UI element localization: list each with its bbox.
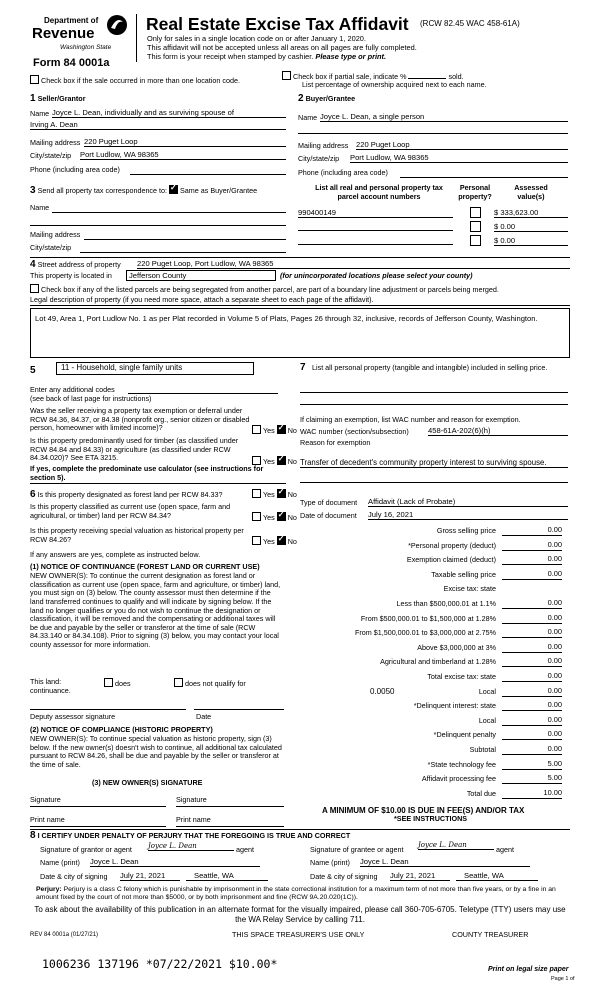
grantor-signature-field[interactable]: Joyce L. Dean: [148, 842, 234, 851]
grantor-date-field[interactable]: July 21, 2021: [120, 871, 180, 881]
dor-logo: [30, 12, 130, 56]
alternate-format-notice: To ask about the availability of this publication in an alternate format for the visually impaired, please call 360-705-6705. Teletype (TTY) users may use the WA Relay Service by calling 711.: [34, 905, 566, 924]
buyer-phone-field[interactable]: [400, 177, 568, 178]
calc-label: Less than $500,000.01 at 1.1%: [396, 599, 496, 608]
calc-label: Agricultural and timberland at 1.28%: [380, 657, 496, 666]
calc-label: Above $3,000,000 at 3%: [417, 643, 496, 652]
buyer-name-field[interactable]: Joyce L. Dean, a single person: [320, 112, 568, 122]
seller-phone-field[interactable]: [130, 174, 286, 175]
buyer-mailing-field[interactable]: 220 Puget Loop: [356, 140, 568, 150]
historic-yes-checkbox[interactable]: [252, 536, 261, 545]
section3-name-field[interactable]: [52, 212, 286, 213]
partial-sale-label: Check box if partial sale, indicate %: [293, 72, 407, 81]
yes-label: Yes: [263, 426, 275, 435]
same-as-buyer-checkbox[interactable]: [169, 185, 178, 194]
grantee-agent-label: agent: [496, 845, 514, 854]
calc-value[interactable]: 0.00: [502, 672, 562, 682]
wac-label: WAC number (section/subsection): [300, 427, 409, 436]
reason-field-2[interactable]: [300, 482, 568, 483]
deputy-signature-field[interactable]: [30, 709, 186, 710]
section3-mailing-label: Mailing address: [30, 230, 81, 239]
grantee-name-label: Name (print): [310, 858, 350, 867]
header-sub2: This affidavit will not be accepted unless all areas on all pages are fully completed.: [147, 43, 417, 52]
multi-location-label: Check box if the sale occurred in more than one location code.: [41, 76, 240, 85]
header-sub1: Only for sales in a single location code on or after January 1, 2020.: [147, 34, 366, 43]
q-forest-land: [30, 489, 223, 501]
grantee-name-field[interactable]: Joyce L. Dean: [360, 857, 530, 867]
land-use-code-select[interactable]: 11 - Household, single family units: [56, 362, 254, 375]
certify-heading: [30, 830, 350, 842]
perjury-statement: [36, 886, 566, 902]
calc-label: Affidavit processing fee: [421, 774, 496, 783]
owner-signature-label-2: Signature: [176, 795, 207, 804]
does-row: [104, 678, 131, 689]
historic-no-checkbox[interactable]: [277, 536, 286, 545]
does-label: does: [115, 679, 131, 688]
this-land-label: This land:: [30, 677, 62, 686]
section7-num-text: 7: [300, 362, 306, 373]
owner-print-field-1[interactable]: [30, 826, 166, 827]
owner-print-field-2[interactable]: [176, 826, 284, 827]
multi-location-check-row: [30, 75, 240, 86]
forest-no-checkbox[interactable]: [277, 489, 286, 498]
grantee-city-field[interactable]: Seattle, WA: [456, 871, 538, 881]
parcel-table-header-1: List all real and personal property tax parcel account numbers: [315, 183, 443, 201]
seller-city-label: City/state/zip: [30, 151, 72, 160]
agency-line2: Revenue: [32, 25, 95, 42]
located-in-label: This property is located in: [30, 271, 112, 280]
seller-city-field[interactable]: Port Ludlow, WA 98365: [80, 150, 286, 160]
perjury-label: Perjury:: [36, 886, 62, 893]
buyer-heading: [298, 93, 355, 105]
q-historic: Is this property receiving special valuation as historical property per RCW 84.26?: [30, 526, 244, 544]
legal-label: Legal description of property (if you need more space, attach a separate sheet to each page of the affidavit).: [30, 296, 570, 306]
header-sub3-emph: Please type or print.: [315, 52, 387, 61]
owner-signature-field-1[interactable]: [30, 806, 166, 807]
grantor-agent-label: agent: [236, 845, 254, 854]
section3-heading: [30, 185, 257, 197]
legal-description-field[interactable]: Lot 49, Area 1, Port Ludlow No. 1 as per Plat recorded in Volume 5 of Plats, Pages 26 through 32, inclusive, records of Jefferson County, Washington.: [30, 308, 570, 358]
calc-value[interactable]: 0.00: [502, 555, 562, 565]
current-use-yes-checkbox[interactable]: [252, 512, 261, 521]
calc-value[interactable]: 5.00: [502, 774, 562, 784]
form-number: Form 84 0001a: [33, 57, 110, 69]
cashier-stamp: 1006236 137196 *07/22/2021 $10.00*: [42, 957, 278, 971]
divider-4: [30, 257, 570, 258]
seller-mailing-field[interactable]: 220 Puget Loop: [84, 137, 286, 147]
partial-sale-percent-field[interactable]: [408, 78, 446, 79]
calc-label: Taxable selling price: [431, 570, 496, 579]
section5-num: 5: [30, 365, 36, 376]
reason-label: Reason for exemption: [300, 438, 371, 447]
calc-label: Excise tax: state: [443, 584, 496, 593]
section3-mailing-field[interactable]: [84, 239, 286, 240]
boundary-label: Check box if any of the listed parcels are being segregated from another parcel, are part of a boundary line adjustment or parcels being merged.: [41, 285, 499, 294]
header-sub3-text: This form is your receipt when stamped by cashier.: [147, 52, 314, 61]
calc-label: *State technology fee: [427, 760, 496, 769]
parcel-number-2[interactable]: [298, 230, 453, 231]
yes-label: Yes: [263, 513, 275, 522]
section3-city-label: City/state/zip: [30, 243, 72, 252]
yes-instruction: If any answers are yes, complete as instructed below.: [30, 550, 201, 559]
grantor-signature-label: Signature of grantor or agent: [40, 845, 132, 854]
deputy-date-field[interactable]: [194, 709, 284, 710]
seller-mailing-label: Mailing address: [30, 138, 81, 147]
calc-label: *Delinquent penalty: [433, 730, 496, 739]
does-not-qualify-checkbox[interactable]: [174, 678, 183, 687]
seller-name-label: Name: [30, 109, 50, 118]
calc-label: *Delinquent interest: state: [413, 701, 496, 710]
doc-type-label: Type of document: [300, 498, 358, 507]
parcel-number-1[interactable]: 990400149: [298, 208, 453, 218]
q-forest-text: Is this property designated as forest land per RCW 84.33?: [37, 490, 223, 499]
calc-label: Local: [478, 716, 496, 725]
calc-value[interactable]: 0.00: [502, 614, 562, 624]
boundary-row: [30, 284, 499, 295]
divider-5: [30, 357, 570, 358]
partial-sale-sold: sold.: [448, 72, 464, 81]
calc-value[interactable]: 0.00: [502, 687, 562, 697]
personal-property-checkbox-2[interactable]: [470, 221, 481, 232]
notice-compliance-text: NEW OWNER(S): To continue special valuation as historic property, sign (3) below. If the new owner(s) doesn't wish to continue, all additional tax calculated pursuant to RCW 84.26, shall be due and payable by the seller or transferor at the time of sale.: [30, 734, 282, 769]
personal-property-line-1[interactable]: [300, 392, 568, 393]
notice-continuance-text: NEW OWNER(S): To continue the current designation as forest land or classification as current use (open space, farm and agriculture, or timber) land, you must sign on (3) below. The county assessor must then determine if the land transferred continues to qualify and will indicate by signing below. If the land no longer qualifies or you do not wish to continue the designation or classification, it will be removed and the compensating or additional taxes will be due and payable by the seller or transferor at the time of sale (RCW 84.33.140 or 84.34.108). Prior to signing (3) below, you may contact your local county assessor for more information.: [30, 571, 281, 650]
owner-print-label-1: Print name: [30, 815, 65, 824]
agency-line1: Department of: [44, 16, 99, 25]
continuance-label: continuance.: [30, 686, 71, 695]
grantor-date-label: Date & city of signing: [40, 872, 108, 881]
buyer-mailing-label: Mailing address: [298, 141, 349, 150]
agency-line3: Washington State: [60, 44, 112, 51]
calc-label: Total excise tax: state: [427, 672, 496, 681]
owner-signature-label-1: Signature: [30, 795, 61, 804]
seller-heading-num: 1: [30, 93, 36, 104]
revision-label: REV 84 0001a (01/27/21): [30, 932, 99, 938]
seller-heading-text: Seller/Grantor: [37, 94, 86, 103]
new-owner-signature-title: (3) NEW OWNER(S) SIGNATURE: [92, 778, 203, 787]
dor-emblem-icon: [106, 14, 128, 36]
header-divider: [136, 14, 137, 62]
buyer-phone-label: Phone (including area code): [298, 168, 388, 177]
calc-value[interactable]: 0.00: [502, 716, 562, 726]
doc-date-label: Date of document: [300, 511, 357, 520]
predominate-use-note: If yes, complete the predominate use calculator (see instructions for section 5).: [30, 464, 264, 482]
street-address-field[interactable]: 220 Puget Loop, Port Ludlow, WA 98365: [137, 259, 570, 269]
q-timber-agriculture: Is this property predominantly used for timber (as classified under RCW 84.84 and 84.33) or agriculture (as classified under RCW 84.34.020)? See ETA 3215.: [30, 436, 239, 463]
grantor-name-label: Name (print): [40, 858, 80, 867]
owner-signature-field-2[interactable]: [176, 806, 284, 807]
yes-label: Yes: [263, 537, 275, 546]
deputy-date-label: Date: [196, 712, 212, 721]
notice-compliance-title: (2) NOTICE OF COMPLIANCE (HISTORIC PROPERTY): [30, 725, 213, 734]
grantor-city-field[interactable]: Seattle, WA: [186, 871, 268, 881]
section6-num: 6: [30, 489, 36, 500]
street-row: [30, 259, 121, 271]
exemption-label: If claiming an exemption, list WAC number and reason for exemption.: [300, 415, 521, 424]
no-label: No: [287, 490, 297, 499]
treasurer-use-label: THIS SPACE TREASURER'S USE ONLY: [232, 930, 365, 939]
section7-num: [300, 362, 306, 374]
section8-num: 8: [30, 830, 36, 841]
doc-type-field[interactable]: Affidavit (Lack of Probate): [368, 497, 568, 507]
forest-yes-checkbox[interactable]: [252, 489, 261, 498]
calc-label: Exemption claimed (deduct): [406, 555, 496, 564]
form-title: Real Estate Excise Tax Affidavit: [146, 14, 409, 34]
does-not-label: does not qualify for: [185, 679, 246, 688]
seller-phone-label: Phone (including area code): [30, 165, 120, 174]
calc-value[interactable]: 0.00: [502, 526, 562, 536]
does-qualify-checkbox[interactable]: [104, 678, 113, 687]
doc-date-field[interactable]: July 16, 2021: [368, 510, 568, 520]
assessed-value-2[interactable]: $ 0.00: [494, 222, 568, 232]
calc-label: Local: [478, 687, 496, 696]
does-not-row: [174, 678, 246, 689]
calc-value[interactable]: 0.00: [502, 599, 562, 609]
section7-heading: List all personal property (tangible and intangible) included in selling price.: [312, 363, 548, 372]
multi-location-checkbox[interactable]: [30, 75, 39, 84]
partial-sale-checkbox[interactable]: [282, 71, 291, 80]
street-label: Street address of property: [37, 260, 121, 269]
buyer-heading-num: 2: [298, 93, 304, 104]
reason-field[interactable]: Transfer of decedent's community property interest to surviving spouse.: [300, 458, 568, 468]
q-current-use-yes-no: [252, 512, 297, 523]
grantee-date-label: Date & city of signing: [310, 872, 378, 881]
section4-num: 4: [30, 259, 36, 270]
buyer-name-label: Name: [298, 113, 318, 122]
calc-label: Subtotal: [469, 745, 496, 754]
personal-property-checkbox-3[interactable]: [470, 235, 481, 246]
no-label: No: [287, 513, 297, 522]
section3-name-label: Name: [30, 203, 50, 212]
assessed-value-1[interactable]: $ 333,623.00: [494, 208, 568, 218]
calc-value[interactable]: 0.00: [502, 730, 562, 740]
boundary-checkbox[interactable]: [30, 284, 39, 293]
legal-paper-note: Print on legal size paper: [488, 966, 569, 973]
certify-text: I CERTIFY UNDER PENALTY OF PERJURY THAT THE FOREGOING IS TRUE AND CORRECT: [37, 831, 351, 840]
calc-value[interactable]: 0.00: [502, 701, 562, 711]
parcel-table-header-3: Assessed value(s): [514, 183, 548, 201]
calc-value[interactable]: 5.00: [502, 760, 562, 770]
personal-property-checkbox-1[interactable]: [470, 207, 481, 218]
section3-text: Send all property tax correspondence to:: [37, 186, 168, 195]
header-sub3: [147, 53, 386, 62]
additional-codes-note: (see back of last page for instructions): [30, 394, 152, 403]
grantee-signature-label: Signature of grantee or agent: [310, 845, 404, 854]
grantee-date-field[interactable]: July 21, 2021: [390, 871, 450, 881]
exemption-yes-checkbox[interactable]: [252, 425, 261, 434]
buyer-city-field[interactable]: Port Ludlow, WA 98365: [350, 153, 568, 163]
current-use-no-checkbox[interactable]: [277, 512, 286, 521]
buyer-heading-text: Buyer/Grantee: [305, 94, 356, 103]
additional-codes-label: Enter any additional codes: [30, 385, 115, 394]
q-exemption-yes-no: [252, 425, 297, 436]
yes-label: Yes: [263, 457, 275, 466]
buyer-name-field-2[interactable]: [298, 133, 568, 134]
grantor-name-field[interactable]: Joyce L. Dean: [90, 857, 260, 867]
q-exemption-deferral: Was the seller receiving a property tax exemption or deferral under RCW 84.36, 84.37, or 84.38 (nonprofit org., senior citizen or disabled person, homeowner with limited income)?: [30, 406, 250, 433]
wac-number-field[interactable]: 458-61A-202(6)(h): [428, 426, 568, 436]
no-label: No: [287, 537, 297, 546]
parcel-table-header-2: Personal property?: [458, 183, 492, 201]
calc-value[interactable]: 0.00: [502, 628, 562, 638]
calc-label: From $1,500,000.01 to $3,000,000 at 2.75%: [354, 628, 496, 637]
see-instructions: *SEE INSTRUCTIONS: [394, 814, 468, 823]
section3-name-field-2[interactable]: [30, 225, 286, 226]
q-forest-yes-no: [252, 489, 297, 500]
deputy-signature-label: Deputy assessor signature: [30, 712, 116, 721]
seller-name-field-2[interactable]: Irving A. Dean: [30, 120, 286, 130]
yes-label: Yes: [263, 490, 275, 499]
form-citation: (RCW 82.45 WAC 458-61A): [420, 19, 520, 28]
q-historic-yes-no: [252, 536, 297, 547]
divider-6: [30, 483, 286, 484]
calc-label: Total due: [466, 789, 496, 798]
local-rate: 0.0050: [370, 687, 395, 696]
buyer-city-label: City/state/zip: [298, 154, 340, 163]
calc-label: From $500,000.01 to $1,500,000 at 1.28%: [360, 614, 496, 623]
minimum-due-note: A MINIMUM OF $10.00 IS DUE IN FEE(S) AND/OR TAX: [322, 806, 525, 815]
calc-value[interactable]: 10.00: [502, 789, 562, 799]
section3-num: 3: [30, 185, 36, 196]
assessed-value-3[interactable]: $ 0.00: [494, 236, 568, 246]
q-current-use: Is this property classified as current use (open space, farm and agricultural, or timber) land per RCW 84.34?: [30, 502, 231, 520]
timber-no-checkbox[interactable]: [277, 456, 286, 465]
no-label: No: [287, 426, 297, 435]
owner-print-label-2: Print name: [176, 815, 211, 824]
calc-value[interactable]: 0.00: [502, 643, 562, 653]
county-note: (for unincorporated locations please select your county): [280, 271, 473, 280]
county-treasurer-label: COUNTY TREASURER: [452, 930, 529, 939]
parcel-number-3[interactable]: [298, 244, 453, 245]
no-label: No: [287, 457, 297, 466]
grantee-signature-field[interactable]: Joyce L. Dean: [418, 841, 494, 850]
calc-label: Gross selling price: [436, 526, 496, 535]
partial-sale-note: List percentage of ownership acquired next to each name.: [302, 80, 487, 89]
calc-value[interactable]: 0.00: [502, 541, 562, 551]
exemption-no-checkbox[interactable]: [277, 425, 286, 434]
personal-property-line-2[interactable]: [300, 404, 568, 405]
notice-continuance-title: (1) NOTICE OF CONTINUANCE (FOREST LAND OR CURRENT USE): [30, 562, 260, 571]
calc-value[interactable]: 0.00: [502, 657, 562, 667]
perjury-text: Perjury is a class C felony which is punishable by imprisonment in the state correctional institution for a maximum term of not more than five years, or by a fine in an amount fixed by the court of not more than $5000, or by both imprisonment and fine (RCW 9A.20.020(1C)).: [36, 886, 556, 902]
county-select[interactable]: Jefferson County: [126, 270, 276, 281]
seller-name-field-1[interactable]: Joyce L. Dean, individually and as surviving spouse of: [52, 108, 286, 118]
calc-label: *Personal property (deduct): [408, 541, 496, 550]
seller-heading: [30, 93, 86, 105]
same-as-buyer-label: Same as Buyer/Grantee: [180, 186, 258, 195]
calc-value[interactable]: 0.00: [502, 745, 562, 755]
page-number: Page 1 of: [551, 976, 575, 982]
section3-city-field[interactable]: [80, 252, 286, 253]
calc-value[interactable]: 0.00: [502, 570, 562, 580]
